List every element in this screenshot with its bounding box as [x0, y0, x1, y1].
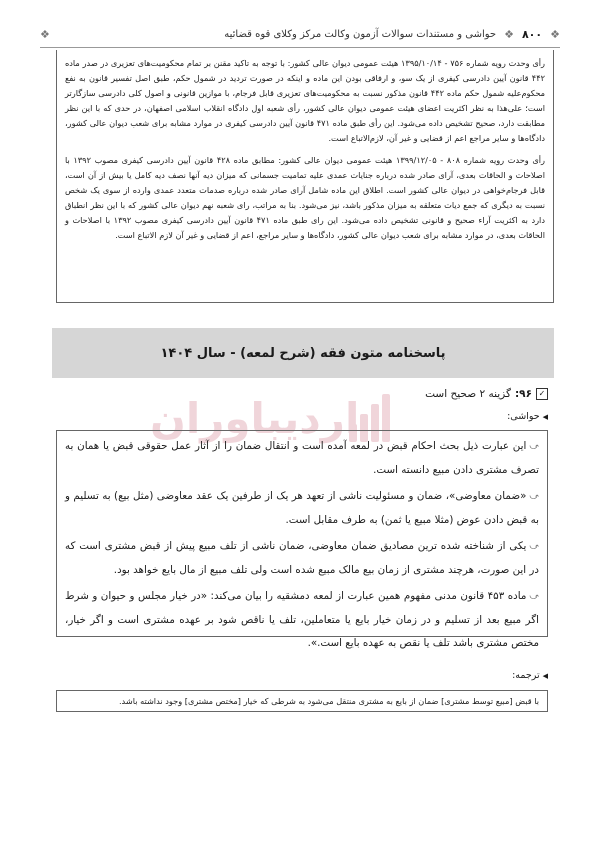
header-divider — [40, 47, 560, 48]
header-title-group — [224, 28, 560, 41]
hawashi-item — [65, 535, 539, 582]
ornament-icon: ❖ — [40, 27, 50, 41]
tarjome-heading — [512, 670, 548, 681]
note-paragraph: رأی وحدت رویه شماره ۸۰۸ - ۱۳۹۹/۱۲/۰۵ هیئت عمومی دیوان عالی کشور: مطابق ماده ۴۲۸ قانون آیین دادرسی کیفری مصوب ۱۳۹۲ با اصلاحات و الحاقات بعدی، آرای صادر شده درباره جنایات عمدی علیه تمامیت جسمانی که میزان دیه آنها نصف دیه کامل یا بیش از آن است، قابل فرجام‌خواهی در دیوان عالی کشور است. اطلاق این ماده شامل آرای صادر شده درباره صدمات متعدد عمدی وارده از سوی یک شخص نسبت به دیگری که جمع دیات متعلقه به میزان مذکور باشد، نیز می‌شود. بنا به مراتب، رای شعبه نهم دیوان عالی کشور که با این نظر انطباق دارد به اکثریت آراء صحیح و قانونی تشخیص داده می‌شود. این رای طبق ماده ۴۷۱ قانون آیین دادرسی کیفری مصوب ۱۳۹۲ با اصلاحات و الحاقات بعدی، در موارد مشابه برای شعب دیوان عالی کشور، دادگاه‌ها و سایر مراجع، اعم از قضایی و غیر آن لازم الاتباع است. — [65, 155, 545, 240]
bullet-icon: ⤻ — [529, 592, 539, 602]
bullet-icon: ⤻ — [529, 442, 539, 452]
tarjome-box — [56, 690, 548, 712]
answer-text: گزینه ۲ صحیح است — [425, 388, 511, 400]
hawashi-label: حواشی: — [507, 411, 540, 422]
question-number: ۹۶: — [514, 388, 532, 400]
tarjome-text: با قبض [مبیع توسط مشتری] ضمان از بایع به مشتری منتقل می‌شود به شرطی که خیار [مختص مشتری] وجود نداشته باشد. — [118, 696, 539, 706]
hawashi-item — [65, 435, 539, 482]
bullet-icon: ⤻ — [529, 492, 539, 502]
page-header — [40, 26, 560, 42]
checkbox-icon: ✓ — [536, 388, 548, 400]
hawashi-item — [65, 485, 539, 532]
hawashi-text: ماده ۴۵۳ قانون مدنی مفهوم همین عبارت از لمعه دمشقیه را بیان می‌کند: «در خیار مجلس و حیوان و شرط اگر مبیع بعد از تسلیم و در زمان خیار بایع یا متعاملین، تلف یا ناقص شود بر عهده مشتری است و اگر خیار، مختص مشتری باشد تلف یا نقص به عهده بایع است.». — [65, 590, 539, 649]
hawashi-text: یکی از شناخته شده ترین مصادیق ضمان معاوضی، ضمان ناشی از تلف مبیع پیش از قبض مشتری است که در این صورت، هرچند مشتری از زمان بیع مالک مبیع شده است ولی تلف مبیع از مال بایع خواهد بود. — [65, 540, 539, 576]
ornament-icon: ❖ — [504, 27, 514, 41]
hawashi-text: «ضمان معاوضی»، ضمان و مسئولیت ناشی از تعهد هر یک از طرفین یک عقد معاوضی (مثل بیع) به تسلیم و به قبض دادن عوض (مثلا مبیع یا ثمن) به طرف مقابل است. — [65, 490, 539, 526]
notes-box — [56, 50, 554, 303]
tarjome-label: ترجمه: — [512, 670, 540, 681]
bullet-icon: ⤻ — [529, 542, 539, 552]
hawashi-box — [56, 430, 548, 649]
watermark-text: اردیباوران — [150, 393, 360, 443]
section-title-band — [52, 328, 554, 378]
note-paragraph: رأی وحدت رویه شماره ۷۵۶ - ۱۳۹۵/۱۰/۱۴ هیئت عمومی دیوان عالی کشور: با توجه به تاکید مقنن بر تمام محکومیت‌های تعزیری در صدر ماده ۴۴۲ قانون آیین دادرسی کیفری از یک سو، و ارفاقی بودن این ماده و اینکه در صورت تردید در شمول حکم، طبق اصل تفسیر قانون به نفع محکوم‌علیه شمول حکم ماده ۴۴۲ قانون مذکور نسبت به محکومیت‌های تعزیری قابل فرجام، با موازین قانونی و اصول کلی دادرسی سازگارتر است؛ علی‌هذا به نظر اکثریت اعضای هیئت عمومی دیوان عالی کشور، رأی شعبه اول دادگاه انقلاب اسلامی اصفهان، در حدی که با این نظر مطابقت دارد، صحیح تشخیص داده می‌شود. این رأی طبق ماده ۴۷۱ قانون آیین دادرسی کیفری در موارد مشابه برای شعب دیوان عالی کشور، دادگاه‌ها و سایر مراجع اعم از قضایی و غیر آن، لازم‌الاتباع است. — [65, 58, 545, 143]
hawashi-heading — [507, 411, 548, 422]
section-title: پاسخنامه متون فقه (شرح لمعه) - سال ۱۴۰۴ — [160, 345, 446, 361]
triangle-left-icon: ◀ — [542, 671, 548, 680]
header-title: حواشی و مستندات سوالات آزمون وکالت مرکز وکلای قوه قضائیه — [224, 28, 497, 40]
page-number: ۸۰۰ — [521, 27, 543, 41]
hawashi-item — [65, 585, 539, 655]
hawashi-text: این عبارت ذیل بحث احکام قبض در لمعه آمده است و انتقال ضمان را از آثار عمل حقوقی قبض یا همان به تصرف مشتری دادن مبیع دانسته است. — [65, 440, 539, 476]
answer-line — [425, 388, 548, 400]
ornament-icon: ❖ — [550, 27, 560, 41]
triangle-left-icon: ◀ — [542, 412, 548, 421]
